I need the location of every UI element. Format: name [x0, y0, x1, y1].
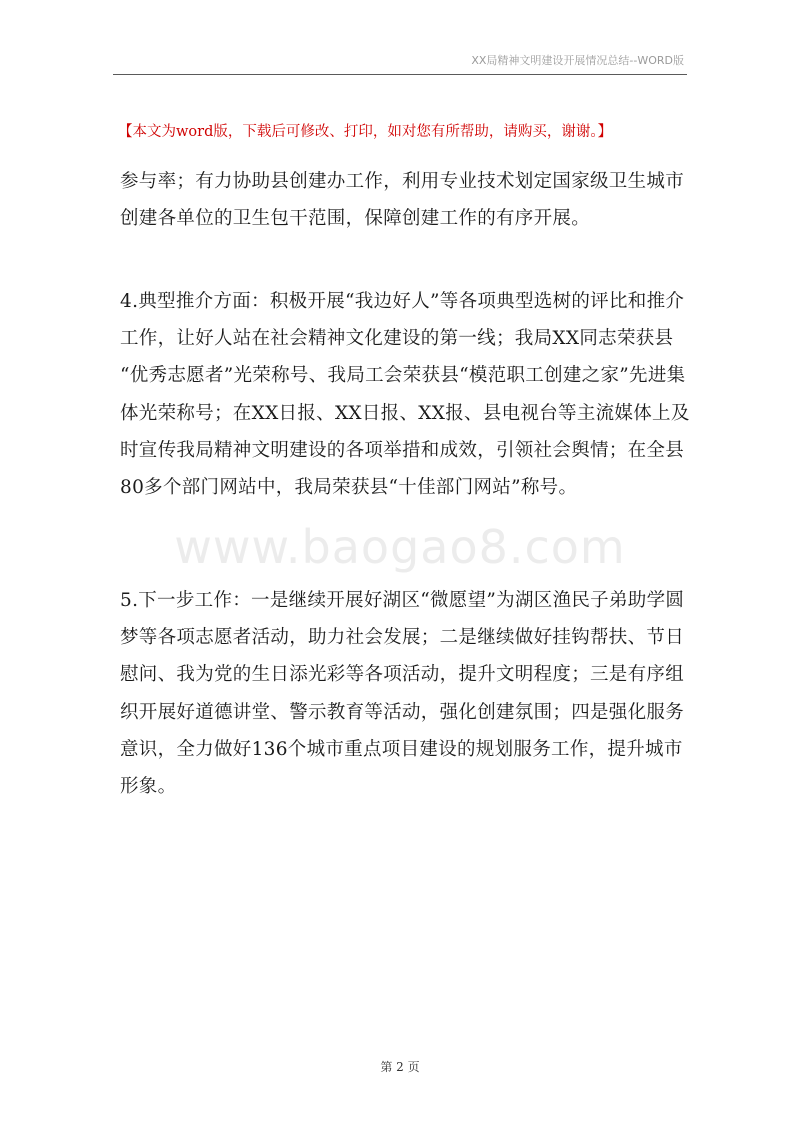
text-line: 意识，全力做好136个城市重点项目建设的规划服务工作，提升城市: [120, 738, 683, 760]
paragraph-typical-promotion: [120, 283, 690, 506]
text-line: “优秀志愿者”光荣称号、我局工会荣获县“模范职工创建之家”先进集: [120, 365, 686, 387]
text-line: 4.典型推介方面：积极开展“我边好人”等各项典型选树的评比和推介: [120, 291, 685, 312]
page-number: 第 2 页: [380, 1060, 420, 1074]
text-line: 工作，让好人站在社会精神文化建设的第一线；我局XX同志荣获县: [120, 328, 674, 350]
watermark: www.baogao8.com: [174, 520, 626, 574]
download-notice: 【本文为word版，下载后可修改、打印，如对您有所帮助，请购买，谢谢。】: [118, 124, 613, 140]
text-line: 参与率；有力协助县创建办工作，利用专业技术划定国家级卫生城市: [120, 171, 685, 192]
text-line: 5.下一步工作：一是继续开展好湖区“微愿望”为湖区渔民子弟助学圆: [120, 590, 685, 611]
paragraph-participation: [120, 163, 686, 237]
text-line: 慰问、我为党的生日添光彩等各项活动，提升文明程度；三是有序组: [120, 664, 685, 686]
text-line: 80多个部门网站中，我局荣获县“十佳部门网站”称号。: [120, 477, 578, 499]
text-line: 创建各单位的卫生包干范围，保障创建工作的有序开展。: [120, 208, 591, 230]
text-line: 梦等各项志愿者活动，助力社会发展；二是继续做好挂钩帮扶、节日: [120, 627, 685, 649]
text-line: 形象。: [120, 776, 177, 798]
text-line: 织开展好道德讲堂、警示教育等活动，强化创建氛围；四是强化服务: [120, 701, 685, 723]
page-header-title: XX局精神文明建设开展情况总结--WORD版: [471, 54, 684, 67]
text-line: 时宣传我局精神文明建设的各项举措和成效，引领社会舆情；在全县: [120, 439, 685, 461]
header-divider: [113, 74, 687, 75]
paragraph-next-steps: [120, 582, 686, 805]
text-line: 体光荣称号；在XX日报、XX日报、XX报、县电视台等主流媒体上及: [120, 402, 690, 424]
